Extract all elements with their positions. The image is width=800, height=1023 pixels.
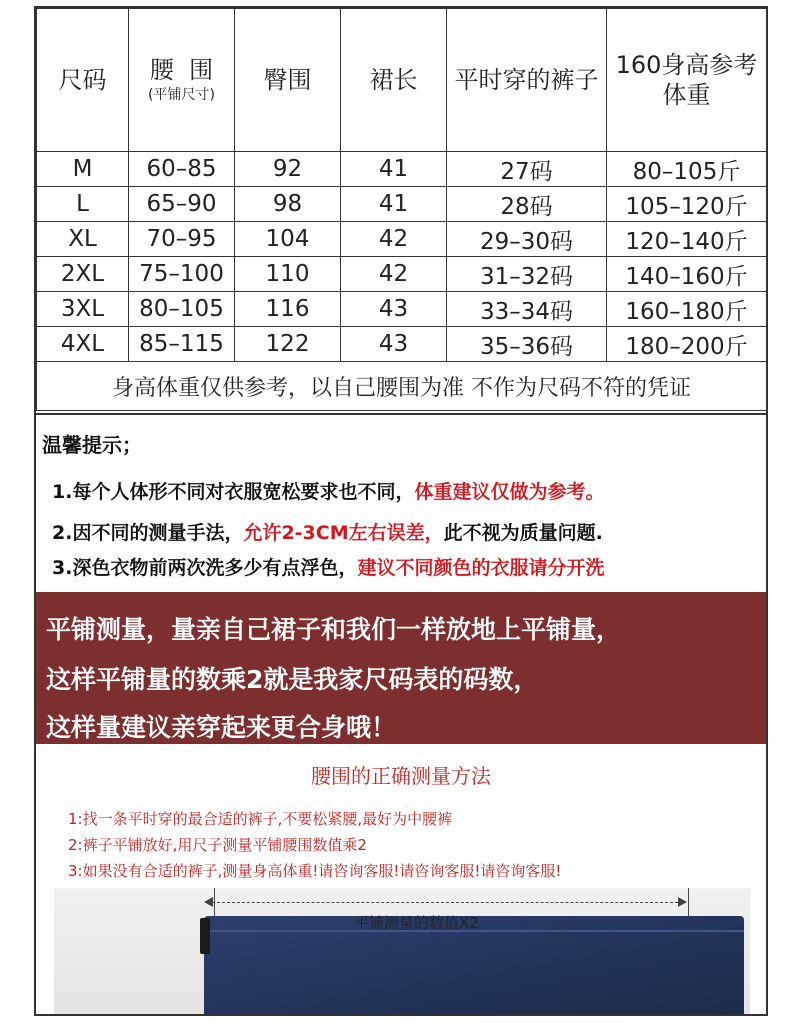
cell-waist: 70–95 xyxy=(129,222,235,257)
cell-hip: 122 xyxy=(235,327,341,362)
cell-hip: 116 xyxy=(235,292,341,327)
banner-line-3: 这样量建议亲穿起来更合身哦！ xyxy=(46,713,397,742)
cell-length: 41 xyxy=(341,152,447,187)
banner-line-1: 平铺测量，量亲自己裙子和我们一样放地上平铺量， xyxy=(46,615,622,644)
table-note-row xyxy=(37,362,767,411)
cell-waist: 65–90 xyxy=(129,187,235,222)
cell-hip: 98 xyxy=(235,187,341,222)
cell-weight: 105–120斤 xyxy=(607,187,767,222)
measure-label: 平铺测量的数值X2 xyxy=(354,914,479,932)
cell-length: 43 xyxy=(341,292,447,327)
method-step-1: 1:找一条平时穿的最合适的裤子,不要松紧腰,最好为中腰裤 xyxy=(68,810,453,828)
header-skirt-length: 裙长 xyxy=(341,9,447,152)
header-size: 尺码 xyxy=(37,9,129,152)
tip-1-highlight: 体重建议仅做为参考。 xyxy=(414,481,605,503)
table-header-row xyxy=(37,9,767,152)
cell-pants: 31–32码 xyxy=(447,257,607,292)
cell-weight: 80–105斤 xyxy=(607,152,767,187)
method-title: 腰围的正确测量方法 xyxy=(311,764,491,788)
cell-size: L xyxy=(37,187,129,222)
header-ref-weight: 160身高参考体重 xyxy=(607,9,767,152)
cell-hip: 110 xyxy=(235,257,341,292)
cell-waist: 80–105 xyxy=(129,292,235,327)
tip-2-text: 2.因不同的测量手法， xyxy=(52,522,244,544)
cell-waist: 85–115 xyxy=(129,327,235,362)
tip-3-text: 3.深色衣物前两次洗多少有点浮色， xyxy=(52,557,358,579)
table-row xyxy=(37,327,767,362)
measurement-banner xyxy=(36,592,766,744)
tip-line-1 xyxy=(52,477,604,504)
tips-section xyxy=(36,413,766,595)
table-row xyxy=(37,152,767,187)
cell-pants: 33–34码 xyxy=(447,292,607,327)
size-chart-frame xyxy=(34,6,768,1016)
cell-hip: 92 xyxy=(235,152,341,187)
arrow-right-icon xyxy=(678,897,687,907)
pants-photo xyxy=(54,888,750,1014)
cell-waist: 75–100 xyxy=(129,257,235,292)
cell-pants: 28码 xyxy=(447,187,607,222)
header-waist: 腰 围 (平铺尺寸) xyxy=(129,9,235,152)
method-step-2: 2:裤子平铺放好,用尺子测量平铺腰围数值乘2 xyxy=(68,836,367,854)
cell-weight: 180–200斤 xyxy=(607,327,767,362)
table-row xyxy=(37,292,767,327)
cell-weight: 160–180斤 xyxy=(607,292,767,327)
cell-weight: 120–140斤 xyxy=(607,222,767,257)
tip-1-text: 1.每个人体形不同对衣服宽松要求也不同， xyxy=(52,481,415,503)
table-row xyxy=(37,187,767,222)
cell-size: 4XL xyxy=(37,327,129,362)
header-usual-pants: 平时穿的裤子 xyxy=(447,9,607,152)
cell-length: 42 xyxy=(341,257,447,292)
cell-length: 42 xyxy=(341,222,447,257)
cell-length: 41 xyxy=(341,187,447,222)
cell-size: 3XL xyxy=(37,292,129,327)
cell-size: XL xyxy=(37,222,129,257)
cell-pants: 29–30码 xyxy=(447,222,607,257)
cell-pants: 35–36码 xyxy=(447,327,607,362)
cell-size: M xyxy=(37,152,129,187)
cell-weight: 140–160斤 xyxy=(607,257,767,292)
tips-title: 温馨提示； xyxy=(42,433,142,457)
zipper-icon xyxy=(200,918,210,954)
cell-pants: 27码 xyxy=(447,152,607,187)
cell-waist: 60–85 xyxy=(129,152,235,187)
size-table xyxy=(36,8,767,411)
size-note: 身高体重仅供参考，以自己腰围为准 不作为尺码不符的凭证 xyxy=(37,362,767,411)
banner-line-2: 这样平铺量的数乘2就是我家尺码表的码数， xyxy=(46,665,539,694)
cell-hip: 104 xyxy=(235,222,341,257)
header-hip: 臀围 xyxy=(235,9,341,152)
method-step-3: 3:如果没有合适的裤子,测量身高体重!请咨询客服!请咨询客服!请咨询客服! xyxy=(68,862,562,880)
measure-tick-right xyxy=(688,888,689,916)
table-row xyxy=(37,222,767,257)
tip-line-2 xyxy=(52,518,603,545)
tip-3-highlight: 建议不同颜色的衣服请分开洗 xyxy=(357,557,605,579)
measure-line xyxy=(212,902,678,903)
tip-2-text-end: 此不视为质量问题. xyxy=(443,522,603,544)
cell-size: 2XL xyxy=(37,257,129,292)
tip-2-highlight: 允许2-3CM左右误差， xyxy=(243,522,444,544)
table-row xyxy=(37,257,767,292)
cell-length: 43 xyxy=(341,327,447,362)
tip-line-3 xyxy=(52,553,604,580)
